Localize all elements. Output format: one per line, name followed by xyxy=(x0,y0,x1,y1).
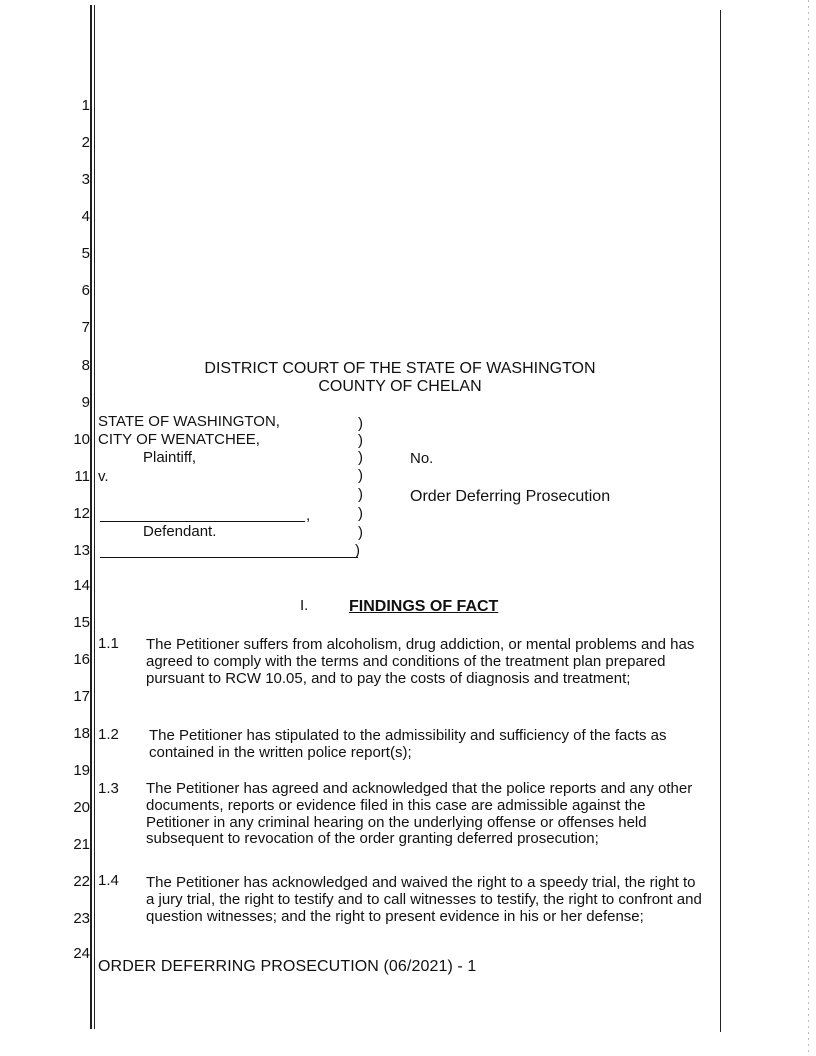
caption-paren: ) xyxy=(358,486,363,503)
court-name: DISTRICT COURT OF THE STATE OF WASHINGTON xyxy=(204,360,596,377)
page-footer: ORDER DEFERRING PROSECUTION (06/2021) - 1 xyxy=(98,958,477,975)
line-number: 15 xyxy=(73,614,90,631)
section-number: I. xyxy=(300,597,309,614)
line-number: 19 xyxy=(73,762,90,779)
line-number: 13 xyxy=(73,542,90,559)
party-state: STATE OF WASHINGTON, xyxy=(98,413,280,430)
line-number: 16 xyxy=(73,651,90,668)
finding-text: The Petitioner suffers from alcoholism, drug addiction, or mental problems and has agreed to comply with the terms and conditions of the treatment plan prepared pursuant to RCW 10.05, and to pay the costs of diagnosis and treatment; xyxy=(146,636,695,687)
caption-paren: ) xyxy=(358,505,363,522)
plaintiff-label: Plaintiff, xyxy=(143,449,197,466)
finding-text: The Petitioner has acknowledged and waived the right to a speedy trial, the right to a jury trial, the right to testify and to call witnesses to testify, the right to confront and question witnesses; and the right to present evidence in his or her defense; xyxy=(146,874,702,925)
defendant-label: Defendant. xyxy=(143,523,217,540)
finding-number: 1.1 xyxy=(98,635,119,652)
finding-text: The Petitioner has stipulated to the admissibility and sufficiency of the facts as contained in the written police report(s); xyxy=(149,727,667,761)
line-number: 5 xyxy=(81,245,90,262)
line-number: 23 xyxy=(73,910,90,927)
caption-paren: ) xyxy=(358,467,363,484)
line-number: 12 xyxy=(73,505,90,522)
line-number: 1 xyxy=(81,97,90,114)
caption-paren: ) xyxy=(358,524,363,541)
line-number: 10 xyxy=(73,431,90,448)
line-number: 9 xyxy=(81,394,90,411)
line-number: 2 xyxy=(81,134,90,151)
caption-paren: ) xyxy=(358,432,363,449)
defendant-name-blank xyxy=(100,521,305,522)
left-margin-rule-inner xyxy=(94,5,95,1029)
line-number: 3 xyxy=(81,171,90,188)
document-title: Order Deferring Prosecution xyxy=(410,488,611,505)
party-city: CITY OF WENATCHEE, xyxy=(98,431,260,448)
finding-number: 1.3 xyxy=(98,780,119,797)
line-number: 17 xyxy=(73,688,90,705)
line-number: 11 xyxy=(74,468,90,485)
section-title: FINDINGS OF FACT xyxy=(349,598,499,615)
finding-number: 1.4 xyxy=(98,872,119,889)
line-number: 22 xyxy=(73,873,90,890)
right-margin-rule xyxy=(720,10,721,1032)
left-margin-rule-outer xyxy=(90,5,92,1029)
case-number-label: No. xyxy=(410,450,434,467)
defendant-comma: , xyxy=(306,507,311,524)
line-number: 6 xyxy=(81,282,90,299)
line-number: 18 xyxy=(73,725,90,742)
page-edge-dotted xyxy=(808,0,809,1056)
line-number: 7 xyxy=(81,319,90,336)
line-number: 8 xyxy=(81,357,90,374)
line-number: 14 xyxy=(73,577,90,594)
court-county: COUNTY OF CHELAN xyxy=(318,377,482,395)
caption-paren: ) xyxy=(358,449,363,466)
line-number: 21 xyxy=(73,836,90,853)
caption-bottom-line xyxy=(100,557,358,558)
line-number: 24 xyxy=(73,945,90,962)
line-number: 20 xyxy=(73,799,90,816)
court-title xyxy=(100,360,700,396)
finding-number: 1.2 xyxy=(98,726,119,743)
caption-paren: ) xyxy=(355,542,360,559)
versus-label: v. xyxy=(98,468,109,485)
line-number: 4 xyxy=(81,208,90,225)
finding-text: The Petitioner has agreed and acknowledged that the police reports and any other documents, reports or evidence filed in this case are admissible against the Petitioner in any criminal hearing on the underlying offense or offenses held subsequent to revocation of the order granting deferred prosecution; xyxy=(146,780,693,848)
caption-paren: ) xyxy=(358,415,363,432)
